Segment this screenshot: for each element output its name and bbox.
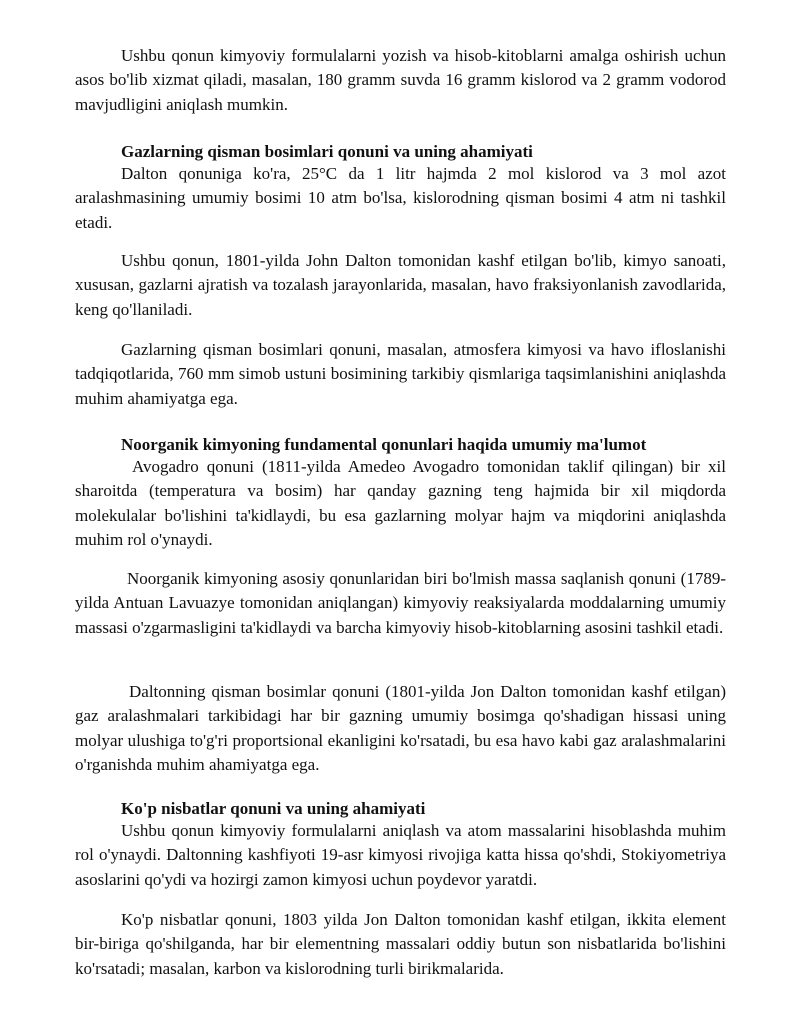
paragraph-mass-conservation: Noorganik kimyoning asosiy qonunlaridan biri bo'lmish massa saqlanish qonuni (1789-yilda Antuan Lavuazye tomonidan aniqlangan) kimyoviy reaksiyalarda moddalarning umumiy massasi o'zgarmasligini ta'kidlaydi va barcha kimyoviy hisob-kitoblarning asosini tashkil etadi.: [75, 569, 726, 637]
paragraph-atmospheric-chemistry: Gazlarning qisman bosimlari qonuni, masalan, atmosfera kimyosi va havo ifloslanishi tadqiqotlarida, 760 mm simob ustuni bosimining tarkibiy qismlariga taqsimlanishini aniqlashda muhim ahamiyatga ega.: [75, 340, 726, 408]
paragraph-avogadro-law: Avogadro qonuni (1811-yilda Amedeo Avogadro tomonidan taklif qilingan) bir xil sharoitda (temperatura va bosim) har qanday gazning teng hajmida bir xil miqdorda molekulalar bo'lishini ta'kidlaydi, bu esa gazlarning molyar hajm va miqdorini aniqlashda muhim rol o'ynaydi.: [75, 457, 726, 550]
paragraph-formula-basis: Ushbu qonun kimyoviy formulalarni yozish va hisob-kitoblarni amalga oshirish uchun asos bo'lib xizmat qiladi, masalan, 180 gramm suvda 16 gramm kislorod va 2 gramm vodorod mavjudligini aniqlash mumkin.: [75, 46, 726, 114]
paragraph-dalton-history: Ushbu qonun, 1801-yilda John Dalton tomonidan kashf etilgan bo'lib, kimyo sanoati, xususan, gazlarni ajratish va tozalash jarayonlarida, masalan, havo fraksiyonlanish zavodlarida, keng qo'llaniladi.: [75, 251, 726, 319]
paragraph-dalton-partial-law: Daltonning qisman bosimlar qonuni (1801-yilda Jon Dalton tomonidan kashf etilgan) gaz aralashmalari tarkibidagi har bir gazning umumiy bosimga qo'shadigan hissasi uning molyar ulushiga to'g'ri proportsional ekanligini ko'rsatadi, bu esa havo kabi gaz aralashmalarini o'rganishda muhim ahamiyatga ega.: [75, 682, 726, 775]
heading-multiple-proportions: Ko'p nisbatlar qonuni va uning ahamiyati: [121, 799, 426, 818]
paragraph-formula-atomic-mass: Ushbu qonun kimyoviy formulalarni aniqlash va atom massalarini hisoblashda muhim rol o'ynaydi. Daltonning kashfiyoti 19-asr kimyosi rivojiga katta hissa qo'shdi, Stokiyometriya asoslarini qo'ydi va hozirgi zamon kimyosi uchun poydevor yaratdi.: [75, 821, 726, 889]
paragraph-dalton-example: Dalton qonuniga ko'ra, 25°C da 1 litr hajmda 2 mol kislorod va 3 mol azot aralashmasining umumiy bosimi 10 atm bo'lsa, kislorodning qisman bosimi 4 atm ni tashkil etadi.: [75, 164, 726, 232]
heading-fundamental-laws: Noorganik kimyoning fundamental qonunlari haqida umumiy ma'lumot: [121, 435, 647, 454]
paragraph-multiple-proportions-law: Ko'p nisbatlar qonuni, 1803 yilda Jon Dalton tomonidan kashf etilgan, ikkita element bir-biriga qo'shilganda, har bir elementning massalari oddiy butun son nisbatlarida bo'lishini ko'rsatadi; masalan, karbon va kislorodning turli birikmalarida.: [75, 910, 726, 978]
heading-partial-pressures: Gazlarning qisman bosimlari qonuni va uning ahamiyati: [121, 142, 533, 161]
